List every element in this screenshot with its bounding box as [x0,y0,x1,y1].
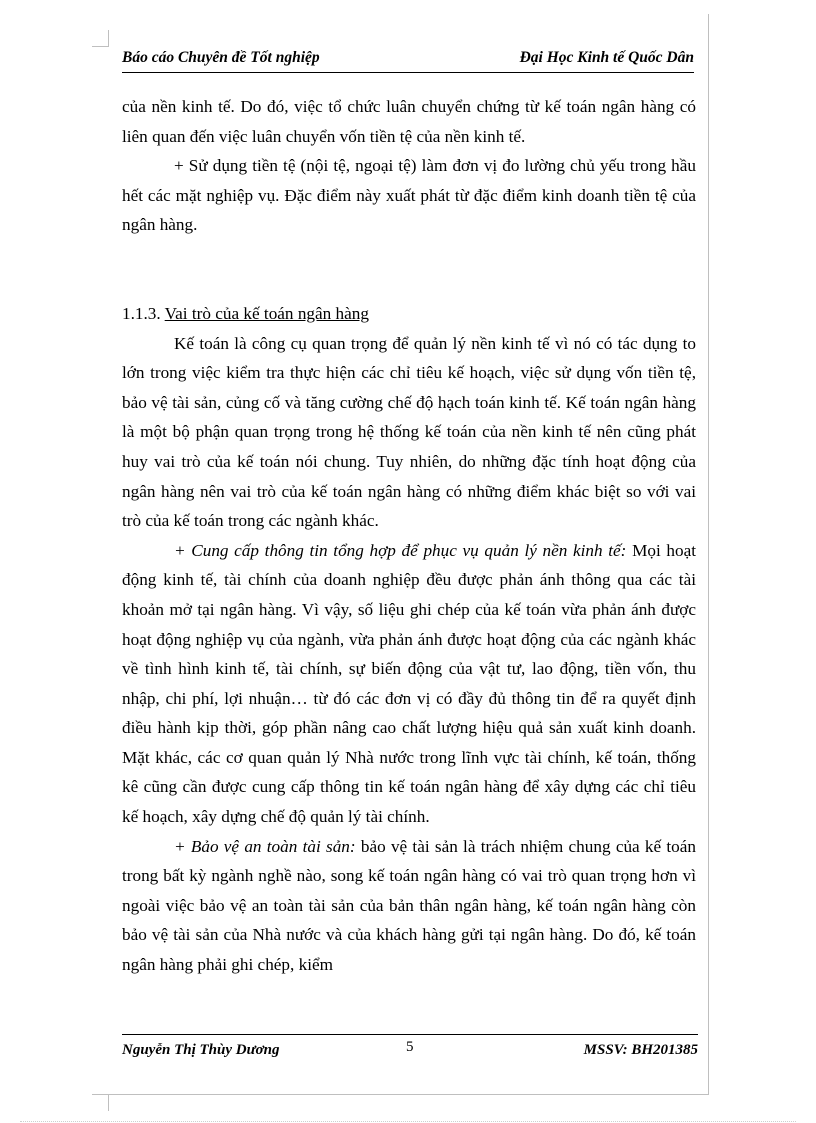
paragraph [122,832,696,980]
page-body [122,92,696,980]
paragraph: Kế toán là công cụ quan trọng để quản lý nền kinh tế vì nó có tác dụng to lớn trong việc kiểm tra thực hiện các chỉ tiêu kế hoạch, việc sử dụng vốn tiền tệ, bảo vệ tài sản, củng cố và tăng cường chế độ hạch toán kinh tế. Kế toán ngân hàng là một bộ phận quan trọng trong hệ thống kế toán của nền kinh tế nên cũng phát huy vai trò của kế toán nói chung. Tuy nhiên, do những đặc tính hoạt động của ngân hàng nên vai trò của kế toán ngân hàng có những điểm khác biệt so với vai trò của kế toán trong các ngành khác. [122,333,696,531]
page-footer [122,1034,698,1065]
paragraph-lead: + Bảo vệ an toàn tài sản: [174,836,356,856]
paragraph: của nền kinh tế. Do đó, việc tổ chức luân chuyển chứng từ kế toán ngân hàng có liên quan đến việc luân chuyển vốn tiền tệ của nền kinh tế. [122,97,696,146]
paragraph-lead: + Cung cấp thông tin tổng hợp để phục vụ quản lý nền kinh tế: [174,540,627,560]
footer-student-id: MSSV: BH201385 [583,1042,698,1058]
section-number: 1.1.3. [122,303,161,323]
header-university: Đại Học Kinh tế Quốc Dân [519,49,694,66]
section-heading [122,299,696,329]
page-bottom-edge [20,1121,796,1122]
page-header [122,46,694,73]
crop-mark-top-left [92,30,109,47]
paragraph: + Sử dụng tiền tệ (nội tệ, ngoại tệ) làm đơn vị đo lường chủ yếu trong hầu hết các mặt nghiệp vụ. Đặc điểm này xuất phát từ đặc điểm kinh doanh tiền tệ của ngân hàng. [122,156,696,235]
paragraph-body: bảo vệ tài sản là trách nhiệm chung của kế toán trong bất kỳ ngành nghề nào, song kế toán ngân hàng có vai trò quan trọng hơn vì ngoài việc bảo vệ an toàn tài sản của bản thân ngân hàng, kế toán ngân hàng còn bảo vệ tài sản của Nhà nước và của khách hàng gửi tại ngân hàng. Do đó, kế toán ngân hàng phải ghi chép, kiểm [122,836,697,975]
paragraph-body: Mọi hoạt động kinh tế, tài chính của doanh nghiệp đều được phản ánh thông qua các tài khoản mở tại ngân hàng. Vì vậy, số liệu ghi chép của kế toán vừa phản ánh được hoạt động nghiệp vụ của ngành, vừa phản ánh được hoạt động của các ngành khác về tình hình kinh tế, tài chính, sự biến động của vật tư, lao động, tiền vốn, thu nhập, chi phí, lợi nhuận… từ đó các đơn vị có đầy đủ thông tin để ra quyết định điều hành kịp thời, góp phần nâng cao chất lượng hiệu quả sản xuất kinh doanh. Mặt khác, các cơ quan quản lý Nhà nước trong lĩnh vực tài chính, kế toán, thống kê cũng cần được cung cấp thông tin kế toán ngân hàng để xây dựng các chỉ tiêu kế hoạch, xây dựng chế độ quản lý tài chính. [122,540,696,827]
page-number: 5 [406,1039,414,1055]
paragraph [122,536,696,832]
section-title: Vai trò của kế toán ngân hàng [164,303,369,323]
header-report-title: Báo cáo Chuyên đề Tốt nghiệp [122,49,320,66]
footer-author: Nguyễn Thị Thùy Dương [122,1042,280,1058]
crop-mark-bottom-left [92,1094,109,1111]
